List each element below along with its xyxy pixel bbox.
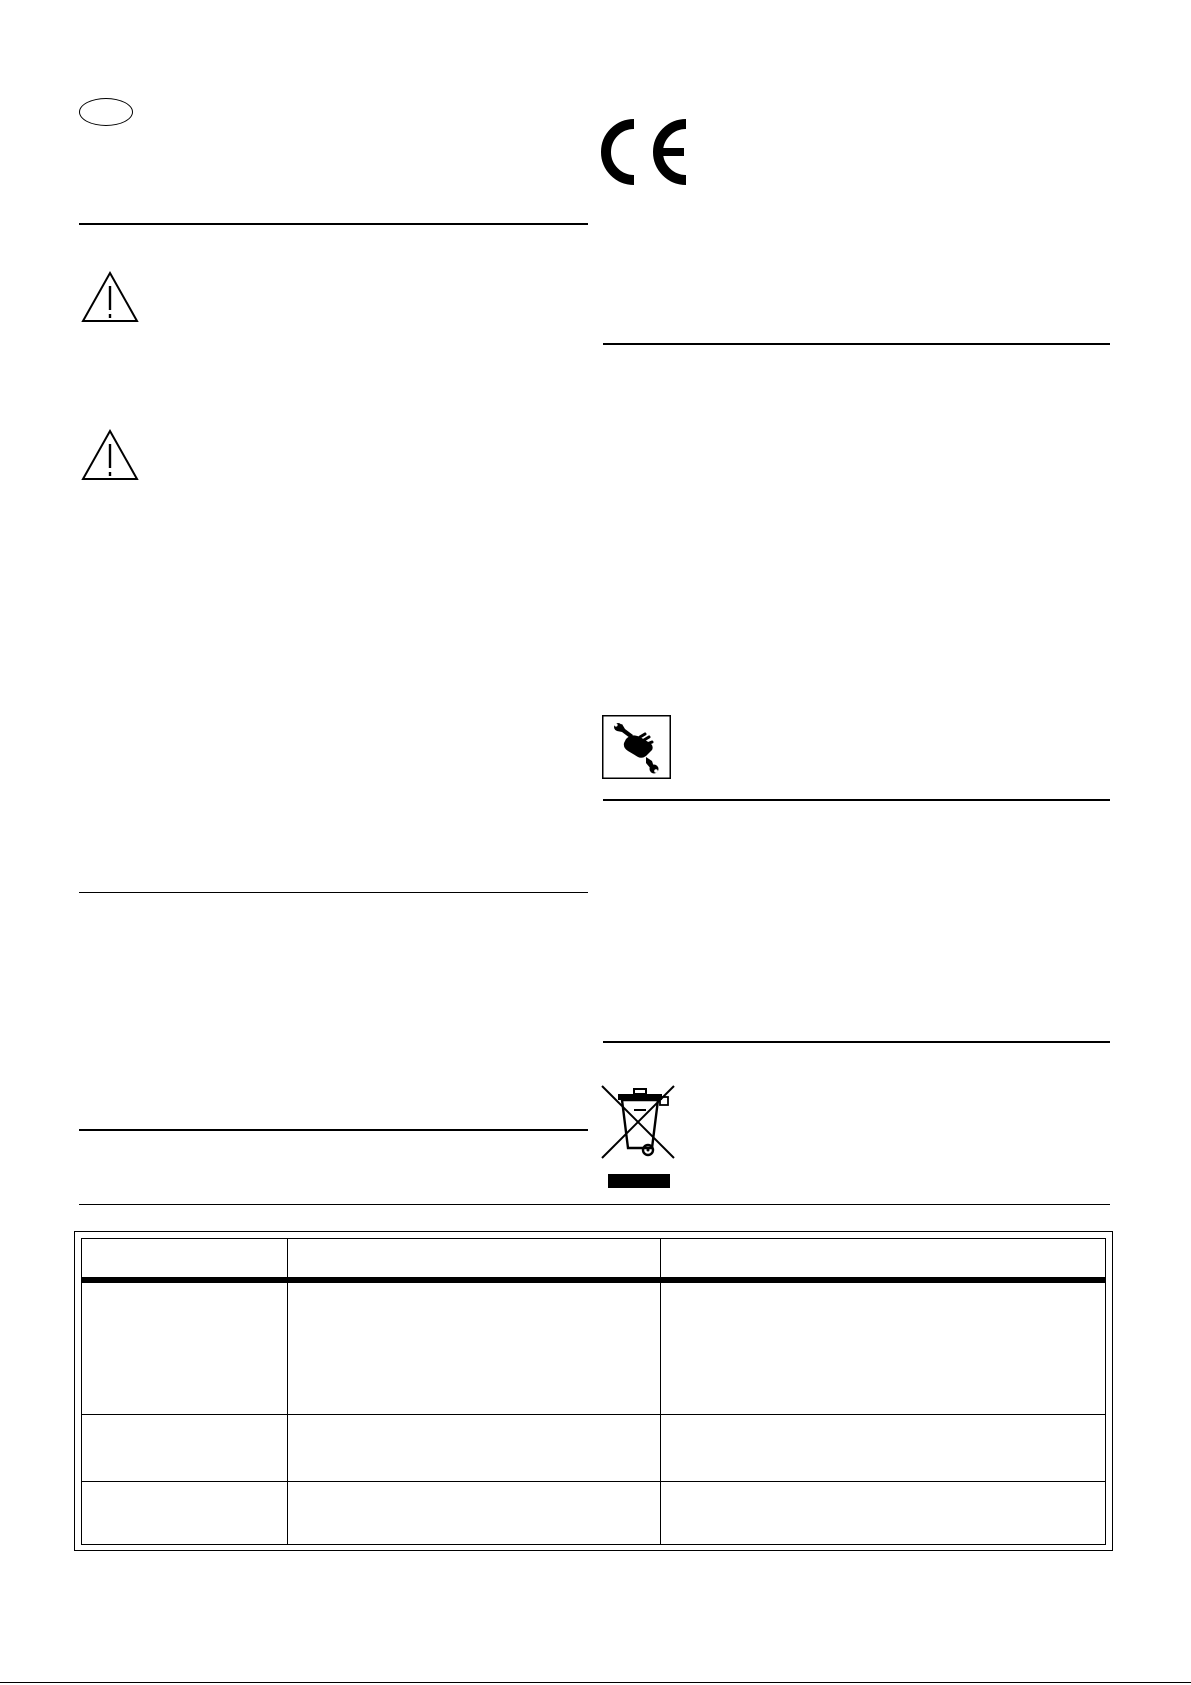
table-cell — [288, 1280, 661, 1415]
table-header-cell — [661, 1239, 1106, 1281]
service-wrench-hand-icon — [602, 715, 671, 779]
warning-triangle-icon — [80, 270, 140, 324]
table-cell — [288, 1415, 661, 1482]
table-cell — [82, 1482, 288, 1545]
section-divider — [603, 1041, 1110, 1043]
table-cell — [661, 1280, 1106, 1415]
table-cell — [82, 1415, 288, 1482]
table-cell — [82, 1280, 288, 1415]
table-header-cell — [288, 1239, 661, 1281]
language-badge-oval — [79, 98, 133, 126]
page-divider — [79, 1204, 1110, 1205]
spec-table — [81, 1238, 1106, 1545]
table-row — [82, 1482, 1106, 1545]
section-divider — [603, 799, 1110, 801]
section-divider — [79, 1129, 588, 1131]
page-bottom-edge-line — [0, 1682, 1191, 1683]
table-row — [82, 1415, 1106, 1482]
table-cell — [288, 1482, 661, 1545]
section-divider — [79, 892, 588, 893]
table-header-row — [82, 1239, 1106, 1281]
warning-triangle-icon — [80, 428, 140, 482]
table-header-cell — [82, 1239, 288, 1281]
section-divider — [603, 343, 1110, 345]
spec-table-frame — [74, 1231, 1113, 1551]
crossed-out-wheelie-bin-icon — [600, 1080, 680, 1188]
table-row — [82, 1280, 1106, 1415]
section-divider — [79, 223, 588, 225]
ce-mark-icon — [600, 118, 692, 186]
table-cell — [661, 1482, 1106, 1545]
table-cell — [661, 1415, 1106, 1482]
